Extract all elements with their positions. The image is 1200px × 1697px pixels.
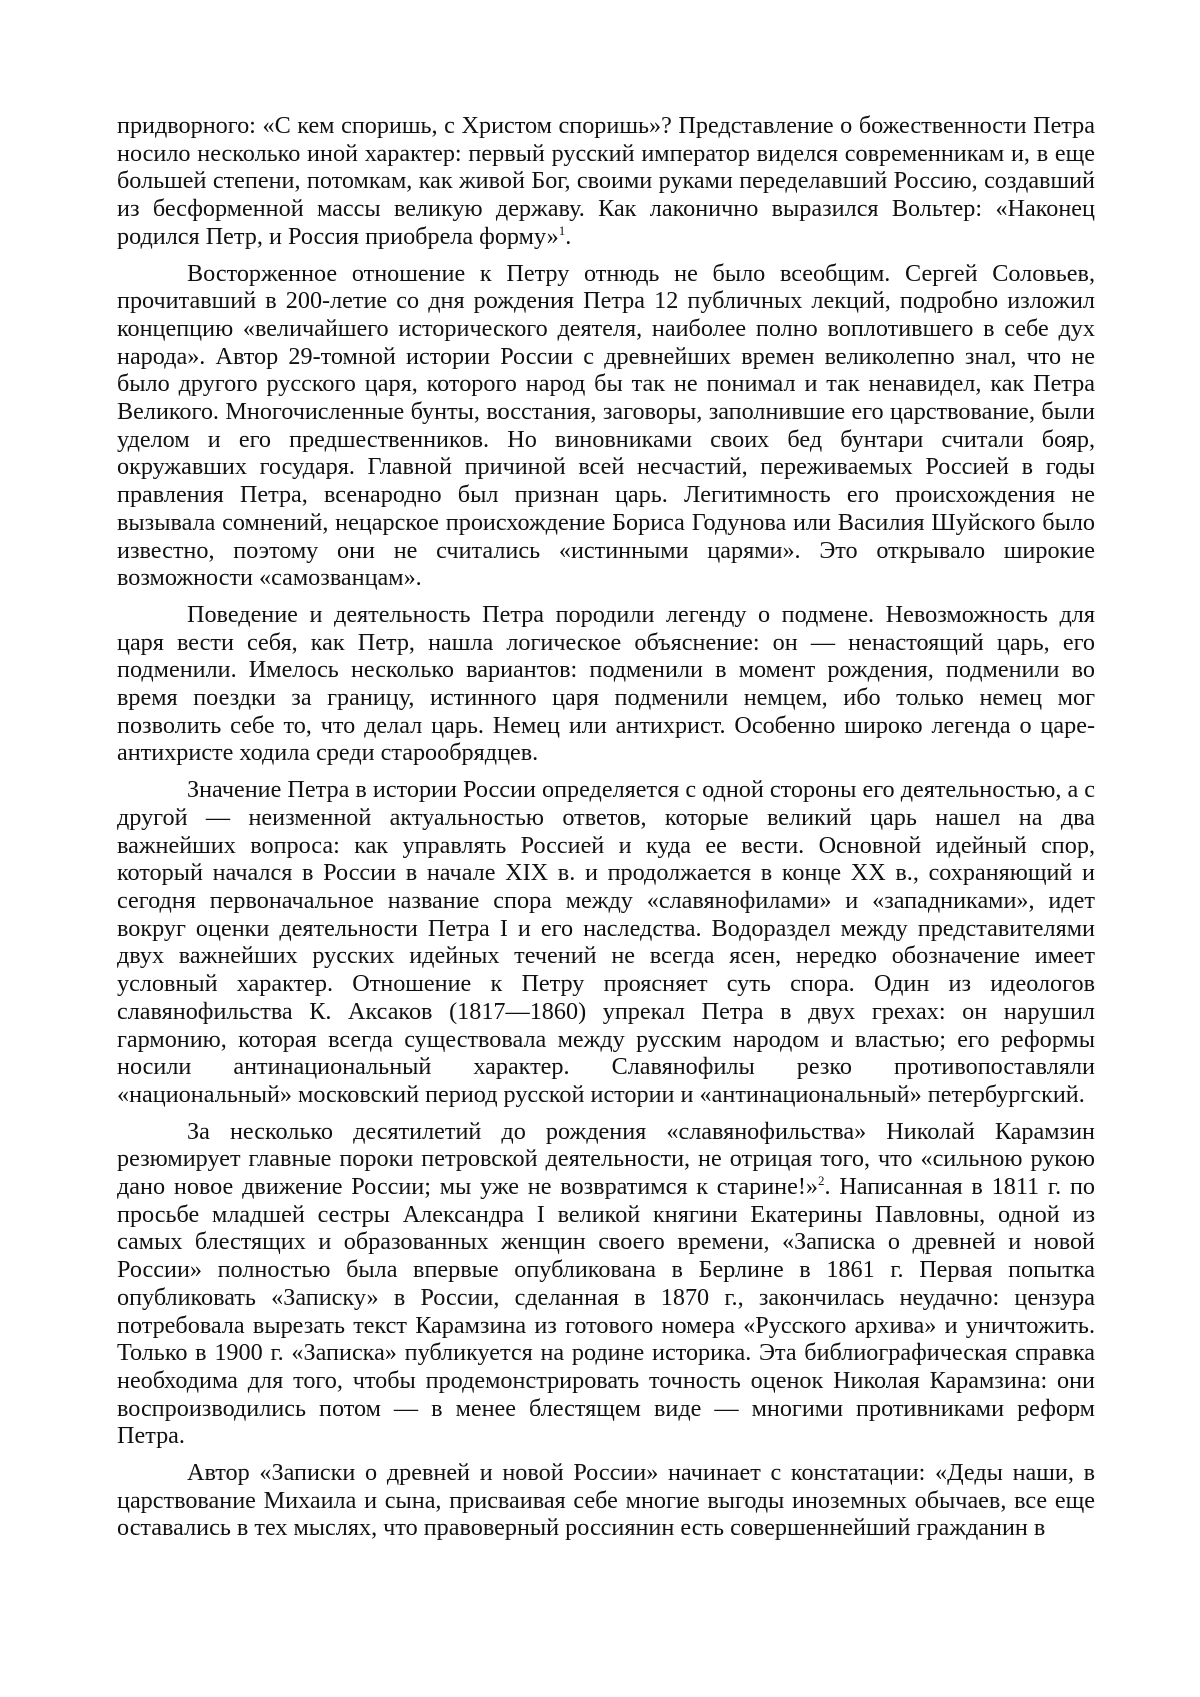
footnote-ref-1[interactable]: 1 <box>558 222 566 238</box>
paragraph-6: Автор «Записки о древней и новой России» начинает с констатации: «Деды наши, в царствование Михаила и сына, присваивая себе многие выгоды иноземных обычаев, все еще оставались в тех мыслях, что правоверный россиянин есть совершеннейший гражданин в <box>117 1459 1095 1542</box>
paragraph-3: Поведение и деятельность Петра породили легенду о подмене. Невозможность для царя вести себя, как Петр, нашла логическое объяснение: он — ненастоящий царь, его подменили. Имелось несколько вариантов: подменили в момент рождения, подменили во время поездки за границу, истинного царя подменили немцем, ибо только немец мог позволить себе то, что делал царь. Немец или антихрист. Особенно широко легенда о царе-антихристе ходила среди старообрядцев. <box>117 600 1095 767</box>
paragraph-1-tail: . <box>565 222 572 250</box>
paragraph-5 <box>117 1118 1095 1450</box>
paragraph-2: Восторженное отношение к Петру отнюдь не было всеобщим. Сергей Соловьев, прочитавший в 200-летие со дня рождения Петра 12 публичных лекций, подробно изложил концепцию «величайшего исторического деятеля, наиболее полно воплотившего в себе дух народа». Автор 29-томной истории России с древнейших времен великолепно знал, что не было другого русского царя, которого народ бы так не понимал и так ненавидел, как Петра Великого. Многочисленные бунты, восстания, заговоры, заполнившие его царствование, были уделом и его предшественников. Но виновниками своих бед бунтари считали бояр, окружавших государя. Главной причиной всей несчастий, переживаемых Россией в годы правления Петра, всенародно был признан царь. Легитимность его происхождения не вызывала сомнений, нецарское происхождение Бориса Годунова или Василия Шуйского было известно, поэтому они не считались «истинными царями». Это открывало широкие возможности «самозванцам». <box>117 259 1095 592</box>
paragraph-5-text: За несколько десятилетий до рождения «славянофильства» Николай Карамзин резюмирует главные пороки петровской деятельности, не отрицая того, что «сильною рукою дано новое движение России; мы уже не возвратимся к старине!» <box>117 1117 1095 1201</box>
paragraph-4: Значение Петра в истории России определяется с одной стороны его деятельностью, а с другой — неизменной актуальностью ответов, которые великий царь нашел на два важнейших вопроса: как управлять Россией и куда ее вести. Основной идейный спор, который начался в России в начале XIX в. и продолжается в конце XX в., сохраняющий и сегодня первоначальное название спора между «славянофилами» и «западниками», идет вокруг оценки деятельности Петра I и его наследства. Водораздел между представителями двух важнейших русских идейных течений не всегда ясен, нередко обозначение имеет условный характер. Отношение к Петру проясняет суть спора. Один из идеологов славянофильства К. Аксаков (1817—1860) упрекал Петра в двух грехах: он нарушил гармонию, которая всегда существовала между русским народом и властью; его реформы носили антинациональный характер. Славянофилы резко противопоставляли «национальный» московский период русской истории и «антинациональный» петербургский. <box>117 776 1095 1108</box>
paragraph-1 <box>117 112 1095 251</box>
paragraph-5-tail: . Написанная в 1811 г. по просьбе младшей сестры Александра I великой княгини Екатерины Павловны, одной из самых блестящих и образованных женщин своего времени, «Записка о древней и новой России» полностью была впервые опубликована в Берлине в 1861 г. Первая попытка опубликовать «Записку» в России, сделанная в 1870 г., закончилась неудачно: цензура потребовала вырезать текст Карамзина из готового номера «Русского архива» и уничтожить. Только в 1900 г. «Записка» публикуется на родине историка. Эта библиографическая справка необходима для того, чтобы продемонстрировать точность оценок Николая Карамзина: они воспроизводились потом — в менее блестящем виде — многими противниками реформ Петра. <box>117 1173 1095 1450</box>
footnote-ref-2[interactable]: 2 <box>818 1172 825 1188</box>
paragraph-1-text: придворного: «С кем споришь, с Христом споришь»? Представление о божественности Петра носило несколько иной характер: первый русский император виделся современникам и, в еще большей степени, потомкам, как живой Бог, своими руками переделавший Россию, создавший из бесформенной массы великую державу. Как лаконично выразился Вольтер: «Наконец родился Петр, и Россия приобрела форму» <box>117 112 1095 250</box>
document-page <box>117 112 1095 1551</box>
